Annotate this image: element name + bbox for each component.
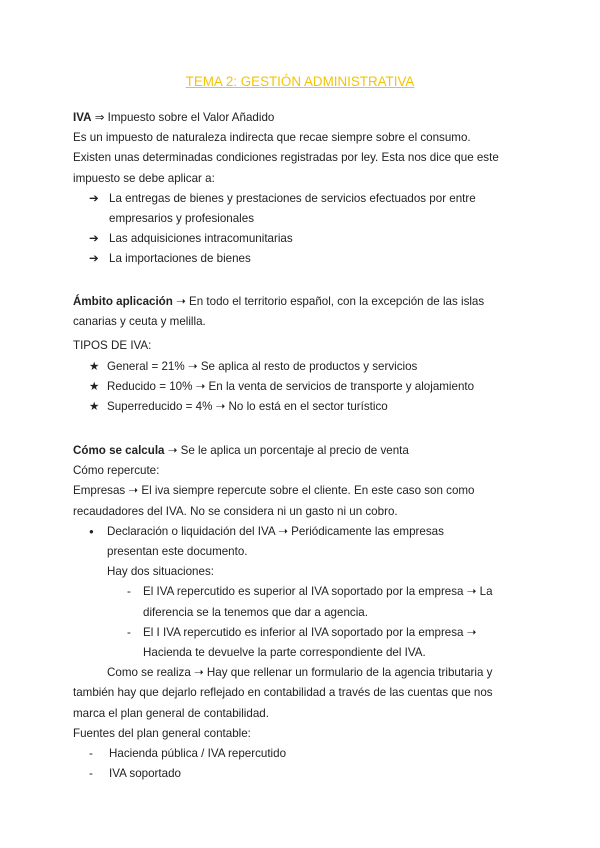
sub-list-item <box>107 582 533 622</box>
star-bullet-icon: ★ <box>89 359 100 373</box>
arrow-bullet-icon: ➔ <box>89 191 99 205</box>
situaciones-text: Hay dos situaciones: <box>107 565 214 579</box>
list-item <box>73 764 533 784</box>
ambito-line: canarias y ceuta y melilla. <box>73 315 206 329</box>
list-item <box>73 249 533 269</box>
realiza-line: también hay que dejarlo reflejado en contabilidad a través de las cuentas que nos <box>73 686 493 700</box>
fuentes-heading: Fuentes del plan general contable: <box>73 726 251 740</box>
dash-bullet-icon: - <box>127 585 131 599</box>
list-item-text: empresarios y profesionales <box>109 212 254 226</box>
list-item-text: presentan este documento. <box>107 545 248 559</box>
dot-bullet-icon: ● <box>89 526 94 536</box>
ambito-label: Ámbito aplicación <box>73 295 173 308</box>
arrow-bullet-icon: ➔ <box>89 252 99 266</box>
iva-line: Existen unas determinadas condiciones registradas por ley. Esta nos dice que este <box>73 151 499 165</box>
realiza-line: marca el plan general de contabilidad. <box>73 706 269 720</box>
page-title: TEMA 2: GESTIÓN ADMINISTRATIVA <box>185 74 415 89</box>
list-item-text: La importaciones de bienes <box>109 252 251 266</box>
calculo-line <box>73 441 533 461</box>
sub-list-item-text: Hacienda te devuelve la parte correspondiente del IVA. <box>143 646 426 660</box>
sub-list-item <box>107 623 533 663</box>
list-item-text: Las adquisiciones intracomunitarias <box>109 232 293 246</box>
sub-list-item-text: El IVA repercutido es superior al IVA soportado por la empresa ➝ La <box>143 585 493 599</box>
iva-label: IVA <box>73 111 92 124</box>
list-item <box>73 397 533 417</box>
sub-list-item-text: El I IVA repercutido es inferior al IVA soportado por la empresa ➝ <box>143 625 477 639</box>
iva-section <box>73 108 533 270</box>
iva-line: impuesto se debe aplicar a: <box>73 171 215 185</box>
list-item-text: Reducido = 10% ➝ En la venta de servicios de transporte y alojamiento <box>107 379 475 393</box>
tipos-heading: TIPOS DE IVA: <box>73 339 152 353</box>
list-item-text: Superreducido = 4% ➝ No lo está en el sector turístico <box>107 400 388 414</box>
ambito-section <box>73 292 533 417</box>
iva-definition <box>73 108 533 128</box>
list-item <box>73 744 533 764</box>
list-item-text: General = 21% ➝ Se aplica al resto de productos y servicios <box>107 359 418 373</box>
calculo-text: ➝ Se le aplica un porcentaje al precio de venta <box>164 444 409 457</box>
repercute-line: Cómo repercute: <box>73 464 160 478</box>
list-item-text: IVA soportado <box>109 767 181 781</box>
list-item-text: La entregas de bienes y prestaciones de servicios efectuados por entre <box>109 191 476 205</box>
star-bullet-icon: ★ <box>89 379 100 393</box>
star-bullet-icon: ★ <box>89 400 100 414</box>
list-item <box>73 377 533 397</box>
realiza-line: Como se realiza ➝ Hay que rellenar un formulario de la agencia tributaria y <box>107 666 493 680</box>
list-item <box>73 522 533 663</box>
calculo-label: Cómo se calcula <box>73 444 165 457</box>
calculo-section <box>73 441 533 784</box>
dash-bullet-icon: - <box>89 747 93 761</box>
dash-bullet-icon: - <box>89 767 93 781</box>
dash-bullet-icon: - <box>127 625 131 639</box>
list-item-text: Hacienda pública / IVA repercutido <box>109 747 287 761</box>
sub-list-item-text: diferencia se la tenemos que dar a agencia. <box>143 605 368 619</box>
arrow-bullet-icon: ➔ <box>89 232 99 246</box>
iva-line: Es un impuesto de naturaleza indirecta que recae siempre sobre el consumo. <box>73 131 471 145</box>
ambito-text: ➝ En todo el territorio español, con la excepción de las islas <box>172 295 485 308</box>
ambito-line <box>73 292 533 312</box>
list-item-text: Declaración o liquidación del IVA ➝ Periódicamente las empresas <box>107 524 444 538</box>
empresas-line: recaudadores del IVA. No se considera ni un gasto ni un cobro. <box>73 504 398 518</box>
list-item <box>73 229 533 249</box>
empresas-line: Empresas ➝ El iva siempre repercute sobre el cliente. En este caso son como <box>73 484 475 498</box>
iva-def-text: ⇒ Impuesto sobre el Valor Añadido <box>91 111 275 124</box>
list-item <box>73 189 533 229</box>
list-item <box>73 357 533 377</box>
